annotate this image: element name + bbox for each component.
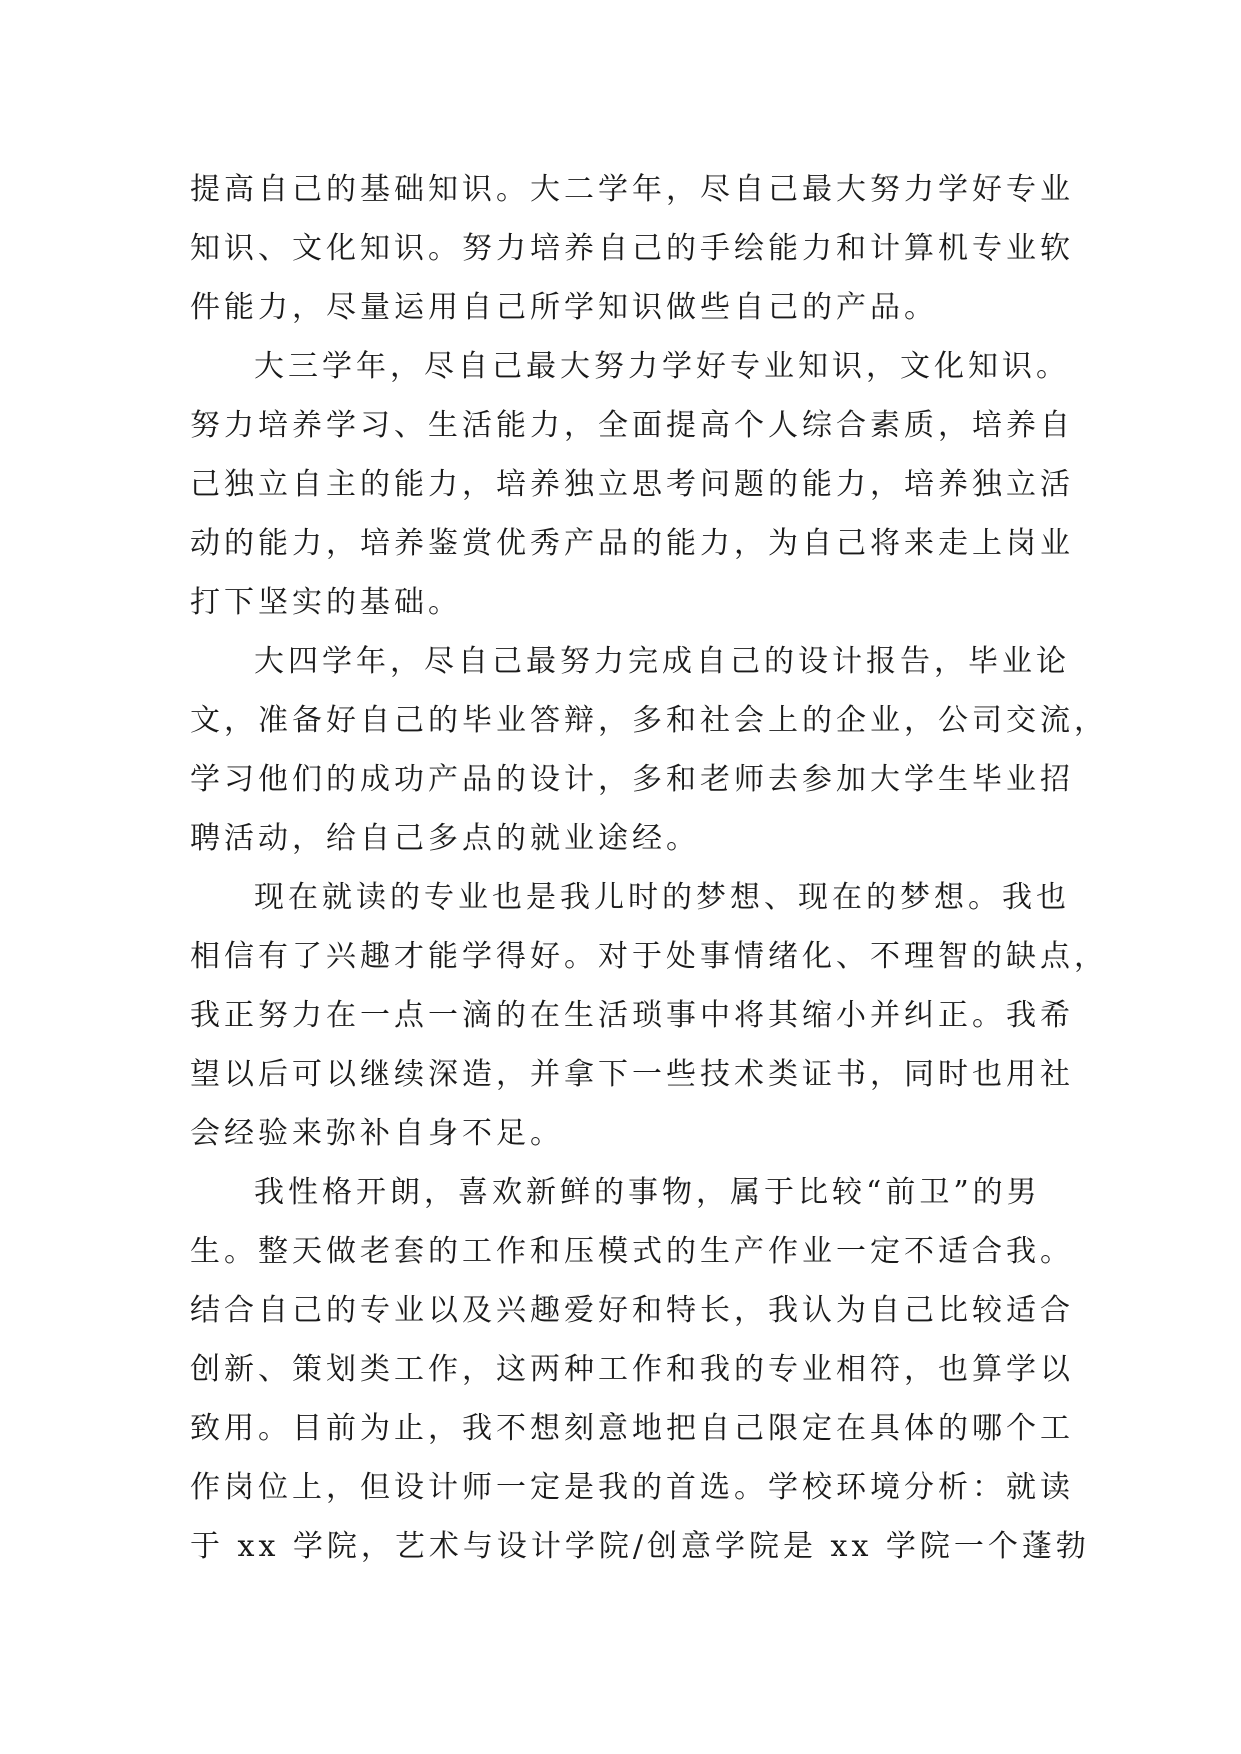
paragraph-5-line-7: 于 xx 学院，艺术与设计学院/创意学院是 xx 学院一个蓬勃 xyxy=(190,1529,1090,1564)
paragraph-2-line-5: 打下坚实的基础。 xyxy=(190,585,462,620)
paragraph-2-line-3: 己独立自主的能力，培养独立思考问题的能力，培养独立活 xyxy=(190,467,1074,502)
paragraph-2-line-4: 动的能力，培养鉴赏优秀产品的能力，为自己将来走上岗业 xyxy=(190,526,1074,561)
paragraph-3-line-1: 大四学年，尽自己最努力完成自己的设计报告，毕业论 xyxy=(254,644,1070,679)
body-text xyxy=(190,160,1108,1576)
paragraph-5-line-5: 致用。目前为止，我不想刻意地把自己限定在具体的哪个工 xyxy=(190,1411,1074,1446)
paragraph-5-line-3: 结合自己的专业以及兴趣爱好和特长，我认为自己比较适合 xyxy=(190,1293,1074,1328)
paragraph-3-line-2: 文，准备好自己的毕业答辩，多和社会上的企业，公司交流， xyxy=(190,703,1108,738)
paragraph-2-line-2: 努力培养学习、生活能力，全面提高个人综合素质，培养自 xyxy=(190,408,1074,443)
paragraph-4-line-5: 会经验来弥补自身不足。 xyxy=(190,1116,564,1151)
paragraph-4-line-1: 现在就读的专业也是我儿时的梦想、现在的梦想。我也 xyxy=(254,880,1070,915)
paragraph-5-line-4: 创新、策划类工作，这两种工作和我的专业相符，也算学以 xyxy=(190,1352,1074,1387)
paragraph-1-line-2: 知识、文化知识。努力培养自己的手绘能力和计算机专业软 xyxy=(190,231,1074,266)
paragraph-2-line-1: 大三学年，尽自己最大努力学好专业知识，文化知识。 xyxy=(254,349,1070,384)
paragraph-3-line-3: 学习他们的成功产品的设计，多和老师去参加大学生毕业招 xyxy=(190,762,1074,797)
paragraph-5-line-6: 作岗位上，但设计师一定是我的首选。学校环境分析：就读 xyxy=(190,1470,1074,1505)
paragraph-4-line-2: 相信有了兴趣才能学得好。对于处事情绪化、不理智的缺点， xyxy=(190,939,1108,974)
paragraph-4-line-3: 我正努力在一点一滴的在生活琐事中将其缩小并纠正。我希 xyxy=(190,998,1074,1033)
paragraph-1-line-1: 提高自己的基础知识。大二学年，尽自己最大努力学好专业 xyxy=(190,172,1074,207)
paragraph-5-line-1: 我性格开朗，喜欢新鲜的事物，属于比较“前卫”的男 xyxy=(254,1175,1041,1210)
paragraph-5-line-2: 生。整天做老套的工作和压模式的生产作业一定不适合我。 xyxy=(190,1234,1074,1269)
paragraph-3-line-4: 聘活动，给自己多点的就业途经。 xyxy=(190,821,700,856)
paragraph-1-line-3: 件能力，尽量运用自己所学知识做些自己的产品。 xyxy=(190,290,938,325)
paragraph-4-line-4: 望以后可以继续深造，并拿下一些技术类证书，同时也用社 xyxy=(190,1057,1074,1092)
